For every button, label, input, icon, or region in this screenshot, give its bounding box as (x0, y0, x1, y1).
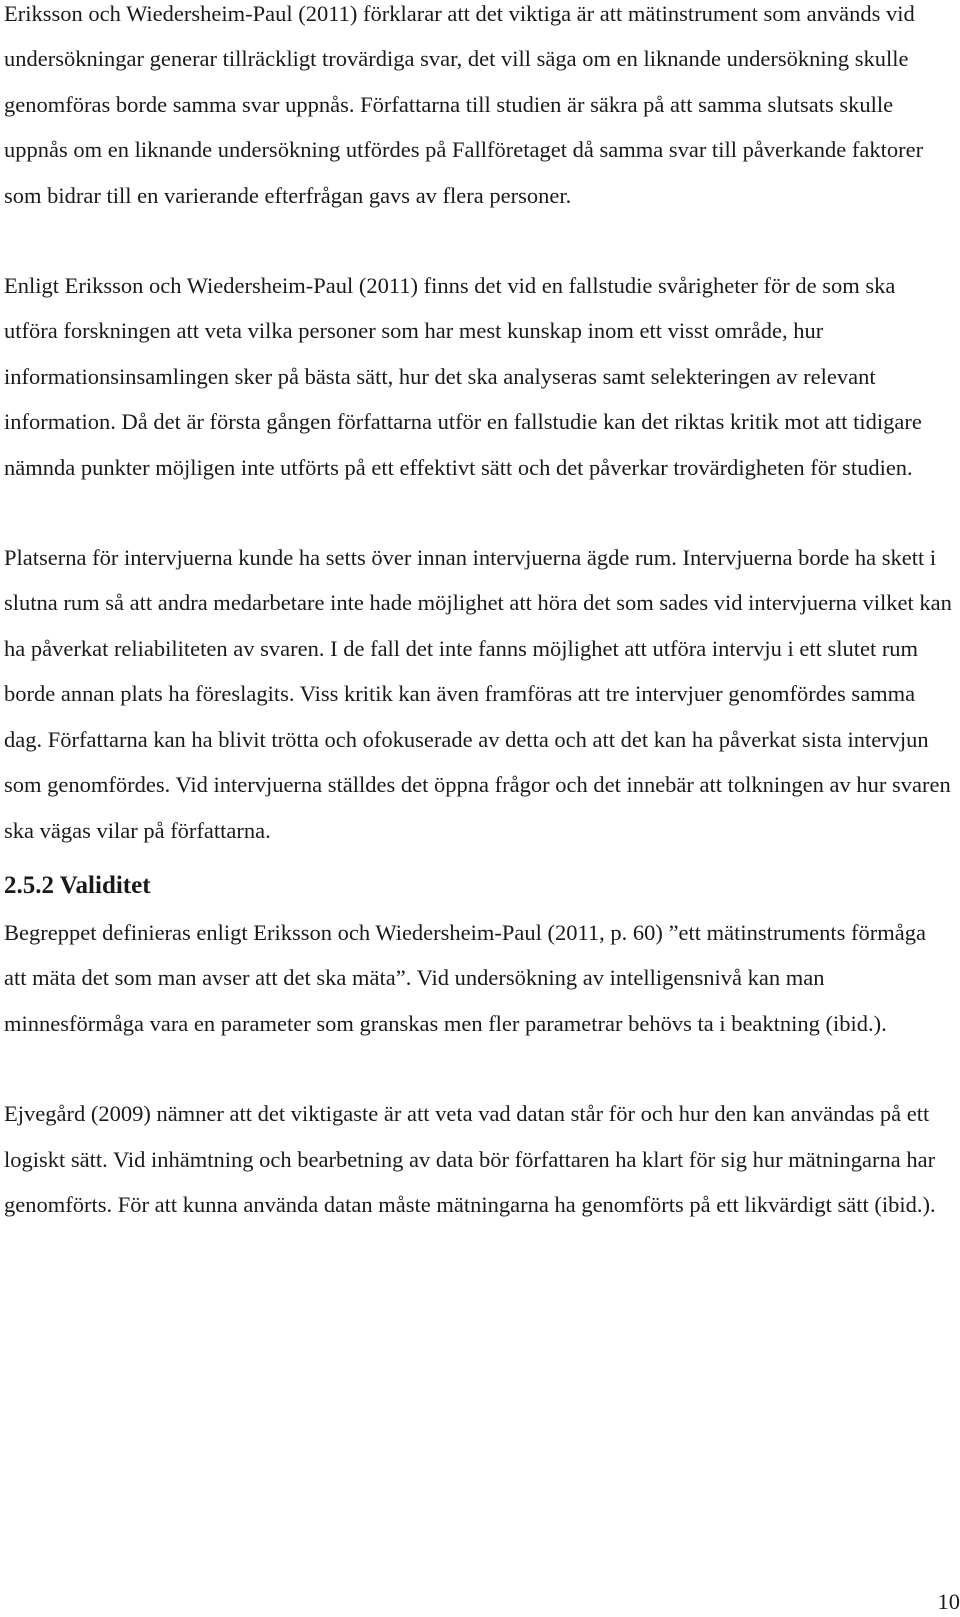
paragraph-reliability-2: Enligt Eriksson och Wiedersheim-Paul (2011) finns det vid en fallstudie svårigheter för de som ska utföra forskningen att veta vilka personer som har mest kunskap inom ett visst område, hur informationsinsamlingen sker på bästa sätt, hur det ska analyseras samt selekteringen av relevant information. Då det är första gången författarna utför en fallstudie kan det riktas kritik mot att tidigare nämnda punkter möjligen inte utförts på ett effektivt sätt och det påverkar trovärdigheten för studien. (4, 273, 922, 480)
document-page (4, 0, 954, 1227)
paragraph-validity-2: Ejvegård (2009) nämner att det viktigaste är att veta vad datan står för och hur den kan användas på ett logiskt sätt. Vid inhämtning och bearbetning av data bör författaren ha klart för sig hur mätningarna har genomförts. För att kunna använda datan måste mätningarna ha genomförts på ett likvärdigt sätt (ibid.). (4, 1101, 936, 1217)
validity-intro-text: Begreppet definieras enligt Eriksson och Wiedersheim-Paul (2011, p. 60) (4, 919, 669, 945)
paragraph-reliability-1: Eriksson och Wiedersheim-Paul (2011) förklarar att det viktiga är att mätinstrument som används vid undersökningar generar tillräckligt trovärdiga svar, det vill säga om en liknande undersökning skulle genomföras borde samma svar uppnås. Författarna till studien är säkra på att samma slutsats skulle uppnås om en liknande undersökning utfördes på Fallföretaget då samma svar till påverkande faktorer som bidrar till en varierande efterfrågan gavs av flera personer. (4, 1, 924, 208)
validity-quote: ”ett mätinstruments förmåga att mäta det som man avser att det ska mäta” (4, 919, 926, 991)
paragraph-gap (4, 490, 954, 535)
paragraph-reliability-3: Platserna för intervjuerna kunde ha setts över innan intervjuerna ägde rum. Intervjuerna borde ha skett i slutna rum så att andra medarbetare inte hade möjlighet att höra det som sades vid intervjuerna vilket kan ha påverkat reliabiliteten av svaren. I de fall det inte fanns möjlighet att utföra intervju i ett slutet rum borde annan plats ha föreslagits. Viss kritik kan även framföras att tre intervjuer genomfördes samma dag. Författarna kan ha blivit trötta och ofokuserade av detta och att det kan ha påverkat sista intervjun som genomfördes. Vid intervjuerna ställdes det öppna frågor och det innebär att tolkningen av hur svaren ska vägas vilar på författarna. (4, 545, 952, 843)
paragraph-gap (4, 1046, 954, 1091)
page-number: 10 (937, 1589, 960, 1614)
validity-rest-text: . Vid undersökning av intelligensnivå kan man minnesförmåga vara en parameter som granskas men fler parametrar behövs ta i beaktning (ibid.). (4, 965, 887, 1036)
section-heading-validitet: 2.5.2 Validitet (4, 871, 151, 899)
paragraph-validity-1 (4, 910, 954, 1046)
paragraph-gap (4, 218, 954, 263)
